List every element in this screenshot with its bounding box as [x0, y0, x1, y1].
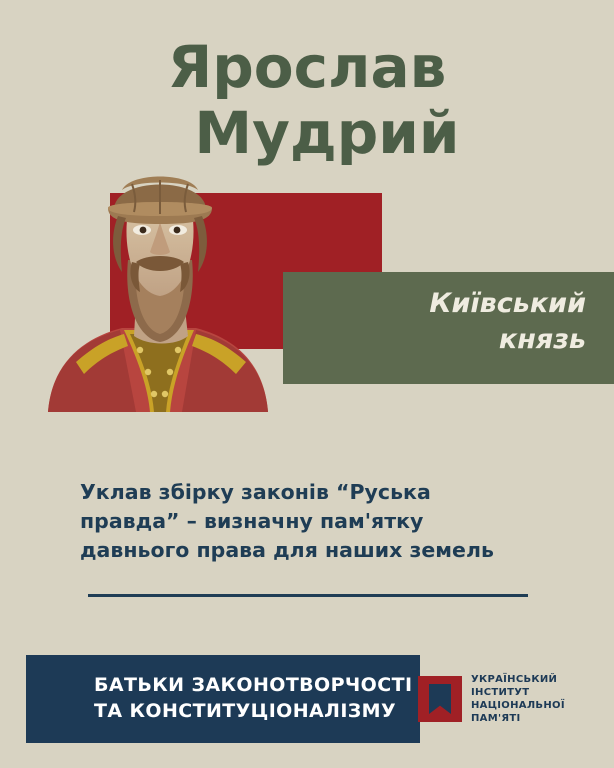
- page-title: [0, 33, 614, 167]
- book-mark-icon: [418, 676, 462, 722]
- portrait-illustration: [36, 150, 286, 412]
- title-line-2: Мудрий: [194, 99, 460, 167]
- logo-line-1: УКРАЇНСЬКИЙ: [471, 674, 558, 685]
- series-line-1: БАТЬКИ ЗАКОНОТВОРЧОСТІ: [94, 674, 413, 696]
- divider-rule: [88, 594, 528, 597]
- series-title: [94, 672, 424, 724]
- description-text: Уклав збірку законів “Руська правда” – визначну пам'ятку давнього права для наших земель: [80, 480, 494, 562]
- institute-logo: [418, 655, 588, 743]
- logo-line-4: ПАМ'ЯТІ: [471, 713, 521, 724]
- series-line-2: ТА КОНСТИТУЦІОНАЛІЗМУ: [94, 700, 397, 722]
- logo-line-2: ІНСТИТУТ: [471, 687, 530, 698]
- subtitle-text: [429, 286, 586, 358]
- logo-line-3: НАЦІОНАЛЬНОЇ: [471, 700, 565, 711]
- subtitle-line-1: Київський: [429, 288, 586, 319]
- series-banner: [26, 655, 420, 743]
- subtitle-green-block: [283, 272, 614, 384]
- subtitle-line-2: князь: [498, 324, 586, 355]
- title-line-1: Ярослав: [167, 33, 447, 101]
- institute-logo-text: [471, 673, 565, 725]
